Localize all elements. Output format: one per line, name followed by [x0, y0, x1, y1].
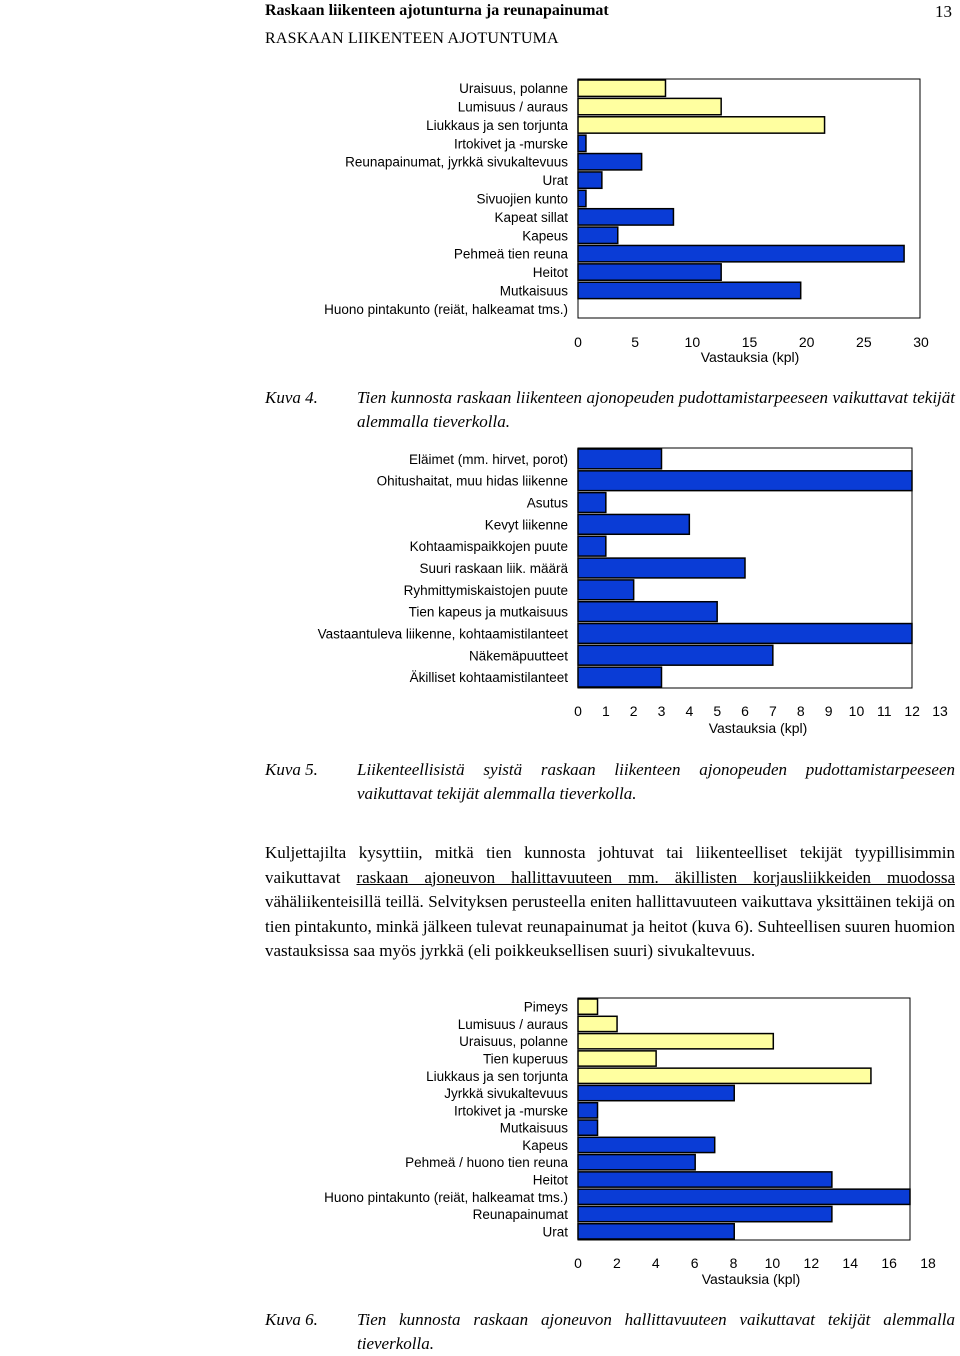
category-label: Kevyt liikenne: [484, 517, 568, 533]
category-label: Huono pintakunto (reiät, halkeamat tms.): [324, 1189, 568, 1205]
category-label: Heitot: [532, 1172, 568, 1188]
x-tick-label: 16: [881, 1255, 897, 1271]
x-tick-label: 4: [685, 703, 694, 719]
bar: [578, 1120, 598, 1135]
category-label: Sivuojien kunto: [476, 191, 568, 207]
x-tick-label: 8: [729, 1255, 738, 1271]
category-label: Tien kapeus ja mutkaisuus: [408, 604, 568, 620]
body-text-1: Kuljettajilta kysyttiin, mitkä tien kunnosta johtuvat tai liikenteelliset tekijät tyypillisimmin vaikuttavat: [265, 843, 955, 887]
figure-caption-6: Tien kunnosta raskaan ajoneuvon hallittavuuteen vaikuttavat tekijät alemmalla tieverkolla.: [357, 1310, 955, 1353]
bar: [578, 1085, 734, 1100]
category-label: Ryhmittymiskaistojen puute: [403, 582, 568, 598]
bar: [578, 1155, 695, 1170]
bar: [578, 1051, 656, 1066]
bar: [578, 1068, 871, 1083]
category-label: Heitot: [532, 265, 568, 281]
x-tick-label: 10: [684, 334, 701, 350]
x-tick-label: 8: [796, 703, 805, 719]
page-number: 13: [935, 2, 952, 21]
bar: [578, 999, 598, 1014]
x-tick-label: 18: [920, 1255, 936, 1271]
x-tick-label: 15: [741, 334, 758, 350]
x-tick-label: 5: [631, 334, 640, 350]
figure-caption-5: Liikenteellisistä syistä raskaan liikenteen ajonopeuden pudottamistarpeeseen vaikuttavat tekijät alemmalla tieverkolla.: [357, 760, 955, 803]
category-label: Kapeat sillat: [494, 209, 568, 225]
category-label: Äkilliset kohtaamistilanteet: [409, 670, 568, 686]
category-label: Urat: [542, 1224, 568, 1240]
x-axis-label: Vastauksia (kpl): [708, 720, 808, 736]
body-text-2: vähäliikenteisillä teillä. Selvityksen perusteella eniten hallittavuuteen vaikuttava yksittäinen tekijä on tien pintakunto, minkä jälkeen tulevat reunapainumat ja heitot (kuva 6). Suhteellisen suuren huomion vastauksissa saa myös jyrkkä (eli poikkeuksellisen suuri) sivukaltevuus.: [265, 892, 955, 960]
x-tick-label: 30: [913, 334, 929, 350]
bar: [578, 1016, 617, 1031]
figure-number-4: Kuva 4.: [265, 388, 318, 407]
category-label: Jyrkkä sivukaltevuus: [444, 1086, 568, 1102]
x-tick-label: 9: [824, 703, 833, 719]
x-tick-label: 14: [842, 1255, 859, 1271]
category-label: Huono pintakunto (reiät, halkeamat tms.): [324, 301, 568, 317]
figure-number-5: Kuva 5.: [265, 760, 318, 779]
category-label: Lumisuus / auraus: [457, 99, 568, 115]
x-tick-label: 2: [612, 1255, 621, 1271]
category-label: Liukkaus ja sen torjunta: [426, 117, 568, 133]
category-label: Pehmeä tien reuna: [453, 246, 568, 262]
category-label: Tien kuperuus: [482, 1051, 568, 1067]
body-text-underlined: raskaan ajoneuvon hallittavuuteen mm. äkillisten korjausliikkeiden muodossa: [356, 867, 955, 887]
category-label: Pehmeä / huono tien reuna: [405, 1155, 568, 1171]
x-tick-label: 10: [848, 703, 865, 719]
x-tick-label: 12: [904, 703, 920, 719]
bar: [578, 1103, 598, 1118]
category-label: Kapeus: [522, 228, 568, 244]
figure-caption-4: Tien kunnosta raskaan liikenteen ajonopeuden pudottamistarpeeseen vaikuttavat tekijät alemmalla tieverkolla.: [357, 388, 955, 431]
x-tick-label: 6: [741, 703, 749, 719]
category-label: Urat: [542, 173, 568, 189]
figure-number-6: Kuva 6.: [265, 1310, 318, 1329]
x-tick-label: 20: [798, 334, 815, 350]
x-tick-label: 0: [574, 334, 582, 350]
category-label: Mutkaisuus: [499, 283, 568, 299]
category-label: Pimeys: [523, 999, 568, 1015]
x-tick-label: 4: [651, 1255, 660, 1271]
x-tick-label: 0: [574, 703, 582, 719]
category-label: Reunapainumat, jyrkkä sivukaltevuus: [345, 154, 568, 170]
category-label: Eläimet (mm. hirvet, porot): [408, 451, 568, 467]
x-tick-label: 2: [629, 703, 638, 719]
x-tick-label: 6: [690, 1255, 699, 1271]
category-label: Asutus: [526, 495, 568, 511]
x-tick-label: 11: [877, 703, 892, 719]
category-label: Lumisuus / auraus: [457, 1016, 568, 1032]
x-axis-label: Vastauksia (kpl): [700, 349, 800, 365]
category-label: Irtokivet ja -murske: [453, 1103, 568, 1119]
category-label: Vastaantuleva liikenne, kohtaamistilanteet: [317, 626, 568, 642]
category-label: Reunapainumat: [472, 1207, 568, 1223]
category-label: Ohitushaitat, muu hidas liikenne: [376, 473, 568, 489]
x-tick-label: 0: [574, 1255, 582, 1271]
header-subtitle: RASKAAN LIIKENTEEN AJOTUNTUMA: [265, 30, 559, 47]
category-label: Kapeus: [522, 1137, 568, 1153]
bar: [578, 1189, 910, 1204]
x-tick-label: 3: [657, 703, 666, 719]
category-label: Uraisuus, polanne: [459, 81, 568, 97]
bar: [578, 1224, 734, 1239]
x-tick-label: 13: [932, 703, 948, 719]
x-tick-label: 1: [601, 703, 610, 719]
category-label: Mutkaisuus: [499, 1120, 568, 1136]
x-axis-label: Vastauksia (kpl): [701, 1271, 801, 1287]
x-tick-label: 12: [803, 1255, 820, 1271]
header-title: Raskaan liikenteen ajotunturna ja reunapainumat: [265, 2, 609, 19]
x-tick-label: 10: [764, 1255, 781, 1271]
category-label: Näkemäpuutteet: [468, 648, 568, 664]
bar: [578, 1172, 832, 1187]
x-tick-label: 7: [769, 703, 777, 719]
x-tick-label: 25: [856, 334, 872, 350]
x-tick-label: 5: [713, 703, 722, 719]
bar: [578, 1034, 773, 1049]
category-label: Suuri raskaan liik. määrä: [419, 561, 568, 576]
category-label: Liukkaus ja sen torjunta: [426, 1068, 568, 1084]
category-label: Kohtaamispaikkojen puute: [409, 539, 568, 555]
bar: [578, 1137, 715, 1152]
bar: [578, 1206, 832, 1221]
category-label: Irtokivet ja -murske: [453, 136, 568, 152]
category-label: Uraisuus, polanne: [459, 1034, 568, 1050]
